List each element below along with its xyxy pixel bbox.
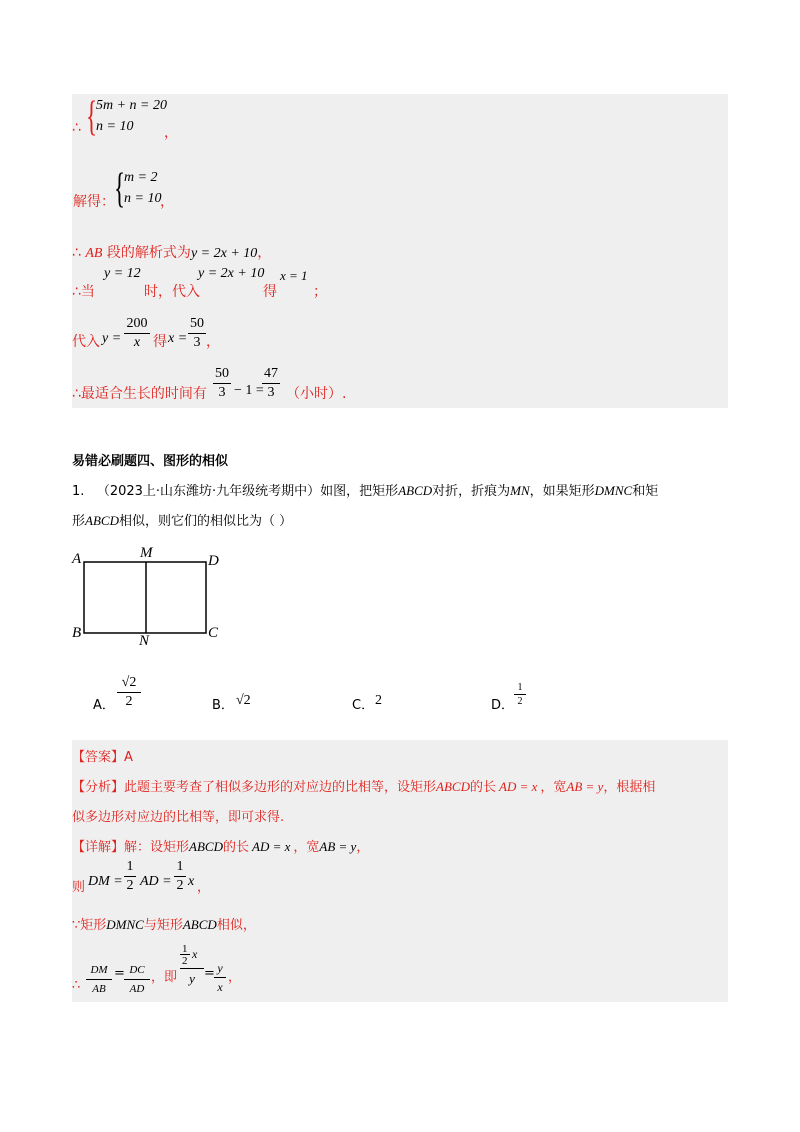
analysis-line2: 似多边形对应边的比相等，即可求得. — [72, 810, 285, 825]
option-b-label[interactable]: B． — [212, 698, 234, 713]
ad-eq: AD = — [140, 874, 172, 889]
dang-eq: y = 2x + 10 — [198, 266, 265, 281]
dm-eq: DM = — [88, 874, 123, 889]
answer-line: 【答案】A — [72, 750, 133, 765]
ze-tail: ， — [197, 880, 211, 895]
rectangle-abcd — [84, 562, 206, 633]
dairu-tail: ， — [206, 334, 220, 350]
question-line1: 1. （2023上·山东潍坊·九年级统考期中）如图，把矩形ABCD对折，折痕为MN，如果矩形DMNC和矩 — [72, 483, 659, 499]
dang-mid: 时，代入 — [144, 284, 200, 300]
option-c-label[interactable]: C． — [352, 698, 375, 713]
fraction-y-x: y x — [214, 960, 226, 995]
option-d-fraction: 1 2 — [514, 682, 526, 707]
dang-de: 得 — [263, 284, 277, 300]
system1-comma: ， — [164, 125, 178, 141]
question-line2: 形ABCD相似，则它们的相似比为（ ） — [72, 513, 293, 529]
fraction-47-3: 47 3 — [264, 366, 278, 400]
fraction-50-3: 50 3 — [190, 316, 204, 350]
system2-comma: ， — [160, 194, 174, 210]
dang-tail: ； — [313, 284, 327, 300]
dang-x: x = 1 — [280, 268, 308, 283]
dairu-label: 代入 — [72, 334, 100, 350]
system2-line1: m = 2 — [124, 170, 158, 185]
dairu-y: y = — [102, 331, 122, 346]
system2-line2: n = 10 — [124, 191, 162, 206]
dairu-de: 得 — [153, 334, 167, 350]
system1-line2: n = 10 — [96, 119, 134, 134]
label-A: A — [72, 551, 82, 567]
analysis-line1: 【分析】此题主要考查了相似多边形的对应边的比相等，设矩形ABCD的长 AD = x ，宽AB = y，根据相 — [72, 779, 656, 795]
option-c-value: 2 — [375, 693, 382, 708]
final-comma: ， — [228, 970, 242, 985]
ze-label: 则 — [72, 880, 86, 895]
equals-2: = — [204, 966, 215, 981]
option-a-label[interactable]: A． — [93, 698, 115, 713]
compound-fraction: 1 2 x y — [180, 943, 204, 988]
half-fraction-1: 1 2 — [124, 859, 136, 894]
dang-prefix: ∴当 — [72, 284, 95, 300]
section-title: 易错必刷题四、图形的相似 — [72, 454, 229, 469]
system-brace-1: { — [86, 94, 98, 140]
label-M: M — [140, 545, 153, 561]
fraction-dc-ad: DC AD — [124, 962, 150, 997]
detail-line1: 【详解】解：设矩形ABCD的长 AD = x ，宽AB = y， — [72, 839, 370, 855]
label-C: C — [208, 625, 219, 641]
final-mid: − 1 = — [234, 383, 264, 398]
final-tail: （小时）. — [286, 386, 347, 402]
option-b-value: √2 — [236, 693, 251, 708]
ji-label: ，即 — [151, 970, 178, 985]
fraction-50-3-b: 50 3 — [215, 366, 229, 400]
system-brace-2: { — [114, 166, 126, 212]
dang-y: y = 12 — [104, 266, 141, 281]
ab-line: ∴ AB 段的解析式为y = 2x + 10， — [72, 245, 272, 261]
label-B: B — [72, 625, 82, 641]
jiede-label: 解得： — [73, 194, 115, 210]
fraction-200-x: 200 x — [124, 316, 150, 351]
label-D: D — [208, 553, 219, 569]
half-fraction-2: 1 2 — [174, 859, 186, 894]
fraction-dm-ab: DM AB — [86, 962, 112, 997]
because-line: ∵矩形DMNC与矩形ABCD相似， — [72, 917, 256, 933]
final-prefix: ∴最适合生长的时间有 — [72, 386, 207, 402]
therefore-symbol: ∴ — [72, 120, 81, 136]
system1-line1: 5m + n = 20 — [96, 98, 168, 113]
equals-1: = — [114, 966, 125, 981]
label-N: N — [139, 633, 150, 649]
option-a-fraction: √2 2 — [117, 675, 141, 710]
option-d-label[interactable]: D． — [491, 698, 515, 713]
dairu-x: x = — [168, 331, 188, 346]
so-symbol: ∴ — [72, 978, 81, 993]
x-term: x — [188, 874, 195, 889]
